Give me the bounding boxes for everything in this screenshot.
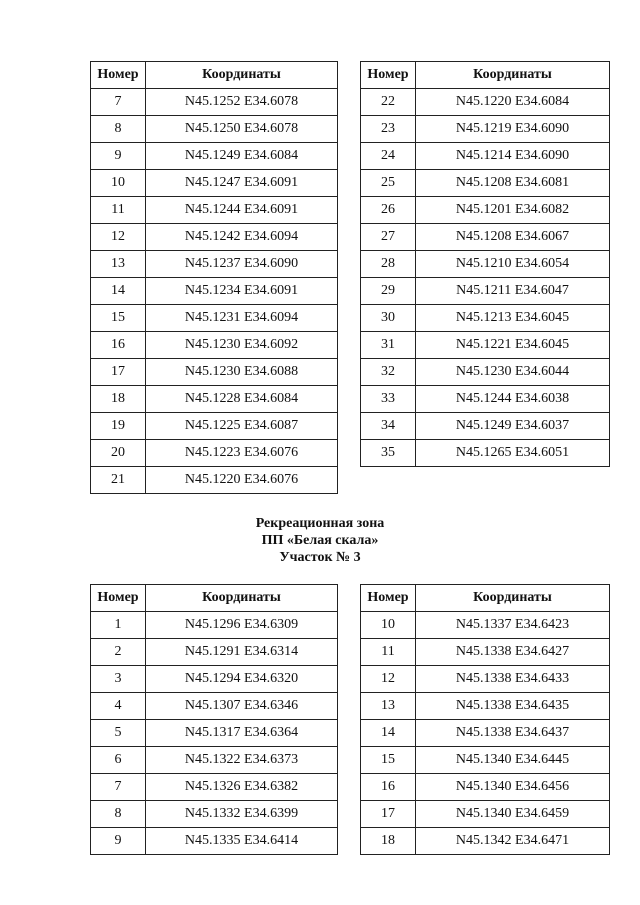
coordinates-cell: N45.1340 E34.6456	[416, 774, 610, 801]
coordinates-cell: N45.1234 E34.6091	[146, 278, 338, 305]
table-row	[361, 116, 610, 143]
point-number-cell: 8	[91, 801, 146, 828]
table-row	[91, 666, 338, 693]
coordinates-cell: N45.1225 E34.6087	[146, 413, 338, 440]
point-number-cell: 35	[361, 440, 416, 467]
point-number-cell: 19	[91, 413, 146, 440]
point-number-cell: 10	[361, 612, 416, 639]
point-number-cell: 27	[361, 224, 416, 251]
point-number-cell: 3	[91, 666, 146, 693]
coordinates-table	[90, 61, 338, 494]
coordinates-cell: N45.1220 E34.6084	[416, 89, 610, 116]
table-row	[361, 359, 610, 386]
point-number-cell: 14	[91, 278, 146, 305]
point-number-cell: 12	[361, 666, 416, 693]
coordinates-cell: N45.1213 E34.6045	[416, 305, 610, 332]
point-number-cell: 15	[361, 747, 416, 774]
table-row	[91, 774, 338, 801]
coordinates-cell: N45.1342 E34.6471	[416, 828, 610, 855]
point-number-cell: 11	[361, 639, 416, 666]
point-number-cell: 24	[361, 143, 416, 170]
point-number-cell: 22	[361, 89, 416, 116]
table-row	[91, 359, 338, 386]
table-row	[361, 693, 610, 720]
coordinates-cell: N45.1244 E34.6038	[416, 386, 610, 413]
point-number-cell: 29	[361, 278, 416, 305]
coordinates-cell: N45.1250 E34.6078	[146, 116, 338, 143]
table-row	[91, 720, 338, 747]
table-row	[361, 440, 610, 467]
table-row	[361, 197, 610, 224]
table-row	[361, 774, 610, 801]
header-number: Номер	[91, 585, 146, 612]
point-number-cell: 13	[91, 251, 146, 278]
table-row	[91, 116, 338, 143]
zone-title: Рекреационная зона	[255, 516, 385, 531]
table-row	[361, 332, 610, 359]
point-number-cell: 5	[91, 720, 146, 747]
table-row	[361, 413, 610, 440]
coordinates-cell: N45.1214 E34.6090	[416, 143, 610, 170]
table-row	[91, 89, 338, 116]
coordinates-cell: N45.1338 E34.6433	[416, 666, 610, 693]
table-row	[361, 305, 610, 332]
table-row	[91, 467, 338, 494]
coordinates-cell: N45.1340 E34.6445	[416, 747, 610, 774]
coordinates-cell: N45.1338 E34.6435	[416, 693, 610, 720]
point-number-cell: 7	[91, 774, 146, 801]
point-number-cell: 7	[91, 89, 146, 116]
table-row	[361, 720, 610, 747]
coordinates-cell: N45.1211 E34.6047	[416, 278, 610, 305]
coordinates-cell: N45.1220 E34.6076	[146, 467, 338, 494]
point-number-cell: 31	[361, 332, 416, 359]
coordinates-cell: N45.1307 E34.6346	[146, 693, 338, 720]
header-number: Номер	[361, 585, 416, 612]
table-row	[91, 747, 338, 774]
point-number-cell: 4	[91, 693, 146, 720]
coordinates-cell: N45.1247 E34.6091	[146, 170, 338, 197]
coordinates-cell: N45.1228 E34.6084	[146, 386, 338, 413]
point-number-cell: 16	[91, 332, 146, 359]
point-number-cell: 6	[91, 747, 146, 774]
point-number-cell: 13	[361, 693, 416, 720]
coordinates-cell: N45.1219 E34.6090	[416, 116, 610, 143]
section-heading	[0, 515, 640, 566]
coordinates-cell: N45.1208 E34.6067	[416, 224, 610, 251]
table-row	[361, 828, 610, 855]
coordinates-cell: N45.1244 E34.6091	[146, 197, 338, 224]
point-number-cell: 16	[361, 774, 416, 801]
coordinates-cell: N45.1231 E34.6094	[146, 305, 338, 332]
table-row	[361, 143, 610, 170]
park-title: ПП «Белая скала»	[261, 533, 379, 548]
header-coordinates: Координаты	[416, 585, 610, 612]
coordinates-cell: N45.1237 E34.6090	[146, 251, 338, 278]
coordinates-cell: N45.1249 E34.6084	[146, 143, 338, 170]
point-number-cell: 26	[361, 197, 416, 224]
coordinates-cell: N45.1201 E34.6082	[416, 197, 610, 224]
coordinates-cell: N45.1317 E34.6364	[146, 720, 338, 747]
coordinates-cell: N45.1249 E34.6037	[416, 413, 610, 440]
point-number-cell: 25	[361, 170, 416, 197]
table-row	[91, 278, 338, 305]
point-number-cell: 14	[361, 720, 416, 747]
coordinates-cell: N45.1326 E34.6382	[146, 774, 338, 801]
table-row	[361, 747, 610, 774]
coordinates-cell: N45.1337 E34.6423	[416, 612, 610, 639]
table-row	[91, 612, 338, 639]
table-row	[361, 278, 610, 305]
table-row	[91, 386, 338, 413]
plot-title: Участок № 3	[279, 550, 361, 565]
point-number-cell: 9	[91, 828, 146, 855]
point-number-cell: 17	[361, 801, 416, 828]
coordinates-cell: N45.1208 E34.6081	[416, 170, 610, 197]
table-row	[91, 197, 338, 224]
table-row	[91, 440, 338, 467]
header-coordinates: Координаты	[146, 62, 338, 89]
coordinates-cell: N45.1252 E34.6078	[146, 89, 338, 116]
coordinates-cell: N45.1340 E34.6459	[416, 801, 610, 828]
table-row	[91, 332, 338, 359]
point-number-cell: 32	[361, 359, 416, 386]
point-number-cell: 23	[361, 116, 416, 143]
table-row	[91, 251, 338, 278]
coordinates-cell: N45.1223 E34.6076	[146, 440, 338, 467]
table-row	[361, 89, 610, 116]
point-number-cell: 34	[361, 413, 416, 440]
coordinates-cell: N45.1322 E34.6373	[146, 747, 338, 774]
table-row	[91, 828, 338, 855]
table-row	[361, 639, 610, 666]
point-number-cell: 8	[91, 116, 146, 143]
coordinates-cell: N45.1335 E34.6414	[146, 828, 338, 855]
coordinates-cell: N45.1230 E34.6088	[146, 359, 338, 386]
table-row	[91, 693, 338, 720]
coordinates-table	[90, 584, 338, 855]
coordinates-table	[360, 584, 610, 855]
coordinates-table	[360, 61, 610, 467]
table-row	[91, 413, 338, 440]
point-number-cell: 11	[91, 197, 146, 224]
coordinates-cell: N45.1221 E34.6045	[416, 332, 610, 359]
coordinates-cell: N45.1296 E34.6309	[146, 612, 338, 639]
coordinates-cell: N45.1291 E34.6314	[146, 639, 338, 666]
header-number: Номер	[91, 62, 146, 89]
table-row	[91, 305, 338, 332]
point-number-cell: 21	[91, 467, 146, 494]
point-number-cell: 1	[91, 612, 146, 639]
coordinates-cell: N45.1332 E34.6399	[146, 801, 338, 828]
table-row	[361, 386, 610, 413]
coordinates-cell: N45.1338 E34.6437	[416, 720, 610, 747]
header-coordinates: Координаты	[146, 585, 338, 612]
table-row	[361, 612, 610, 639]
table-row	[91, 224, 338, 251]
table-row	[91, 639, 338, 666]
point-number-cell: 15	[91, 305, 146, 332]
table-row	[361, 666, 610, 693]
coordinates-cell: N45.1338 E34.6427	[416, 639, 610, 666]
header-number: Номер	[361, 62, 416, 89]
point-number-cell: 10	[91, 170, 146, 197]
coordinates-cell: N45.1242 E34.6094	[146, 224, 338, 251]
table-row	[91, 143, 338, 170]
coordinates-cell: N45.1210 E34.6054	[416, 251, 610, 278]
point-number-cell: 12	[91, 224, 146, 251]
table-row	[91, 801, 338, 828]
point-number-cell: 30	[361, 305, 416, 332]
coordinates-cell: N45.1230 E34.6092	[146, 332, 338, 359]
coordinates-cell: N45.1294 E34.6320	[146, 666, 338, 693]
point-number-cell: 20	[91, 440, 146, 467]
point-number-cell: 18	[91, 386, 146, 413]
table-row	[91, 170, 338, 197]
table-row	[361, 251, 610, 278]
table-row	[361, 801, 610, 828]
coordinates-cell: N45.1230 E34.6044	[416, 359, 610, 386]
point-number-cell: 18	[361, 828, 416, 855]
point-number-cell: 9	[91, 143, 146, 170]
point-number-cell: 17	[91, 359, 146, 386]
point-number-cell: 33	[361, 386, 416, 413]
coordinates-cell: N45.1265 E34.6051	[416, 440, 610, 467]
point-number-cell: 2	[91, 639, 146, 666]
point-number-cell: 28	[361, 251, 416, 278]
header-coordinates: Координаты	[416, 62, 610, 89]
table-row	[361, 224, 610, 251]
table-row	[361, 170, 610, 197]
